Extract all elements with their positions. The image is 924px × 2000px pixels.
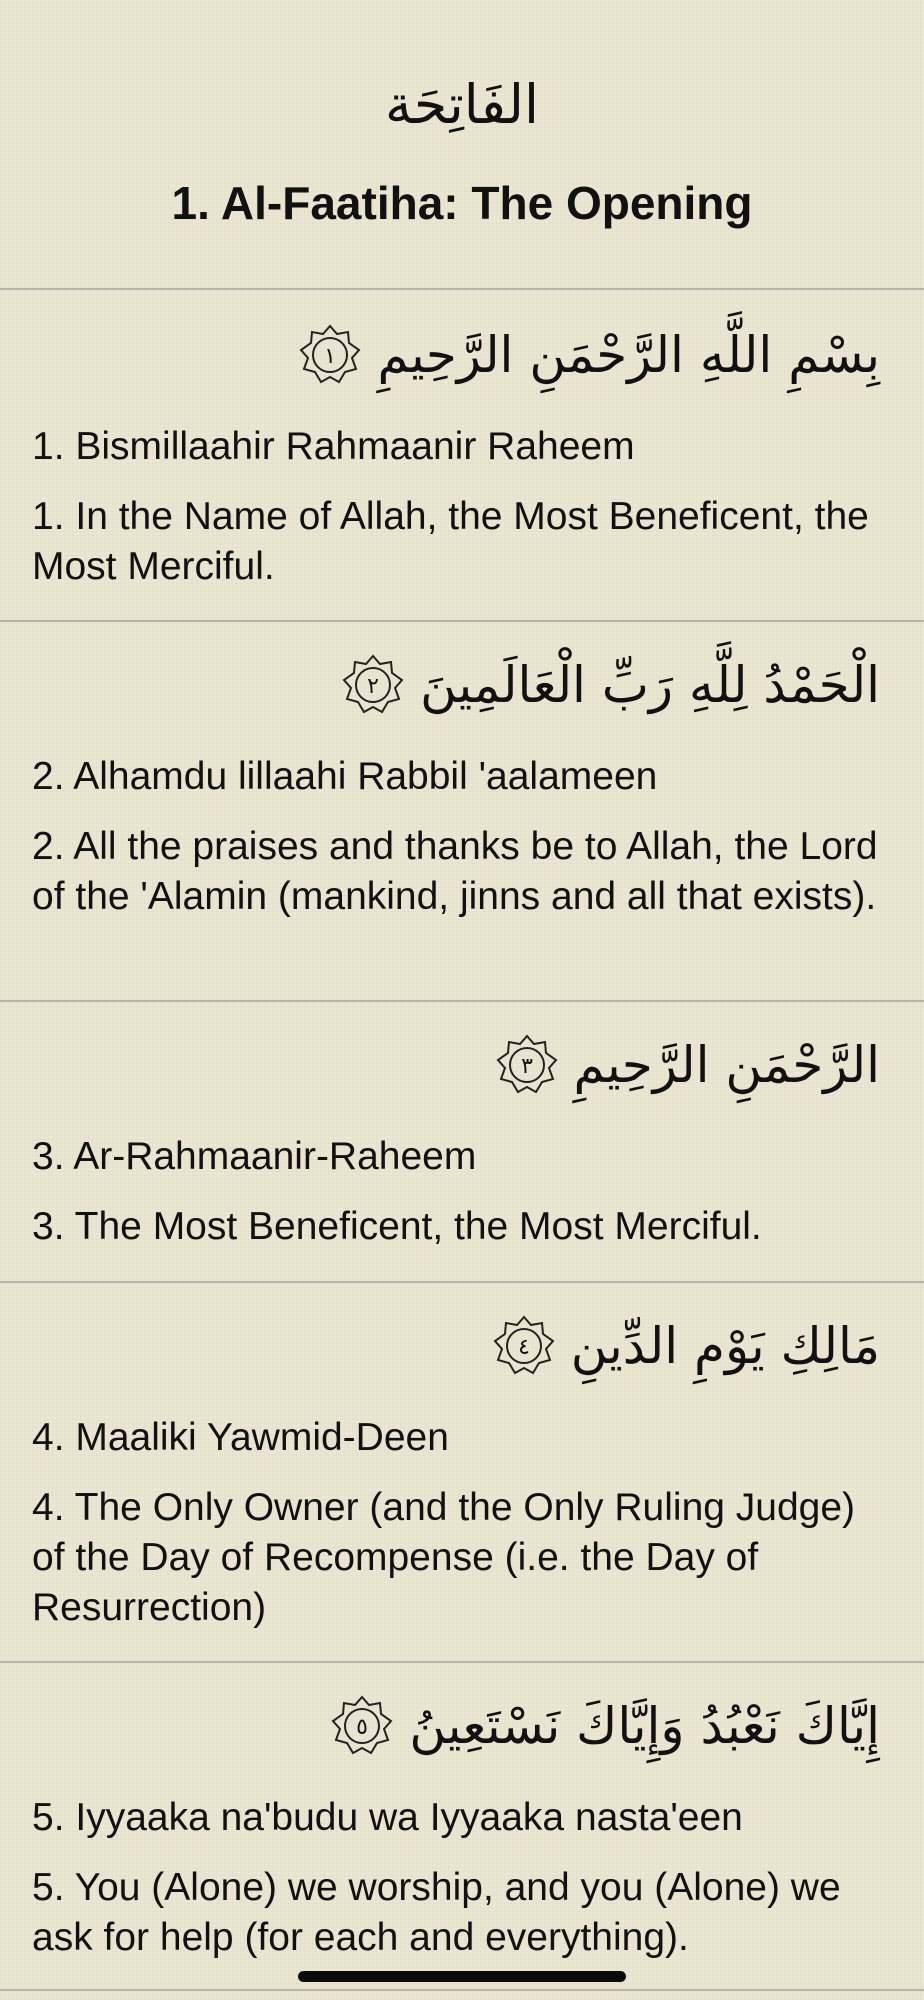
ayah-number: ٣ [520, 1054, 533, 1079]
ayah-arabic-text: الرَّحْمَنِ الرَّحِيمِ [573, 1036, 880, 1094]
ayah-translation: 3. The Most Beneficent, the Most Merciful. [32, 1205, 762, 1248]
divider [0, 1989, 924, 1991]
home-indicator[interactable] [298, 1971, 626, 1982]
ayah-item-4[interactable] [0, 1283, 924, 1661]
ayah-transliteration: 3. Ar-Rahmaanir-Raheem [32, 1135, 477, 1178]
ayah-item-2[interactable] [0, 622, 924, 1000]
ayah-number: ٤ [517, 1335, 530, 1360]
ayah-translation: 4. The Only Owner (and the Only Ruling Judge) of the Day of Recompense (i.e. the Day of Resurrection) [32, 1486, 856, 1629]
ayah-number-icon [299, 324, 361, 386]
ayah-transliteration: 2. Alhamdu lillaahi Rabbil 'aalameen [32, 755, 658, 798]
ayah-arabic-text: بِسْمِ اللَّهِ الرَّحْمَنِ الرَّحِيمِ [377, 326, 880, 384]
ayah-number: ١ [324, 344, 337, 369]
ayah-arabic-line [0, 622, 924, 720]
ayah-item-3[interactable] [0, 1002, 924, 1281]
ayah-arabic-line [0, 1663, 924, 1761]
ayah-transliteration: 4. Maaliki Yawmid-Deen [32, 1416, 449, 1459]
ayah-arabic-text: مَالِكِ يَوْمِ الدِّينِ [570, 1317, 880, 1375]
ayah-transliteration: 1. Bismillaahir Rahmaanir Raheem [32, 425, 635, 468]
ayah-transliteration: 5. Iyyaaka na'budu wa Iyyaaka nasta'een [32, 1796, 743, 1839]
ayah-arabic-text: الْحَمْدُ لِلَّهِ رَبِّ الْعَالَمِينَ [420, 656, 880, 714]
ayah-arabic-line [0, 1002, 924, 1100]
ayah-translation: 5. You (Alone) we worship, and you (Alone) we ask for help (for each and everything). [32, 1866, 841, 1959]
ayah-translation: 2. All the praises and thanks be to Allah, the Lord of the 'Alamin (mankind, jinns and all that exists). [32, 825, 878, 918]
ayah-arabic-text: إِيَّاكَ نَعْبُدُ وَإِيَّاكَ نَسْتَعِينُ [409, 1697, 880, 1755]
ayah-number-icon [493, 1315, 555, 1377]
ayah-translation: 1. In the Name of Allah, the Most Beneficent, the Most Merciful. [32, 495, 869, 588]
ayah-item-1[interactable] [0, 290, 924, 620]
ayah-item-5[interactable] [0, 1663, 924, 1989]
ayah-number: ٢ [367, 674, 380, 699]
ayah-number-icon [496, 1034, 558, 1096]
ayah-number-icon [331, 1695, 393, 1757]
surah-arabic-name: الفَاتِحَة [384, 73, 540, 136]
ayah-arabic-line [0, 1283, 924, 1381]
ayah-number-icon [342, 654, 404, 716]
surah-header [0, 0, 924, 288]
surah-title: 1. Al-Faatiha: The Opening [171, 177, 753, 229]
ayah-arabic-line [0, 290, 924, 390]
ayah-number: ٥ [356, 1715, 369, 1740]
